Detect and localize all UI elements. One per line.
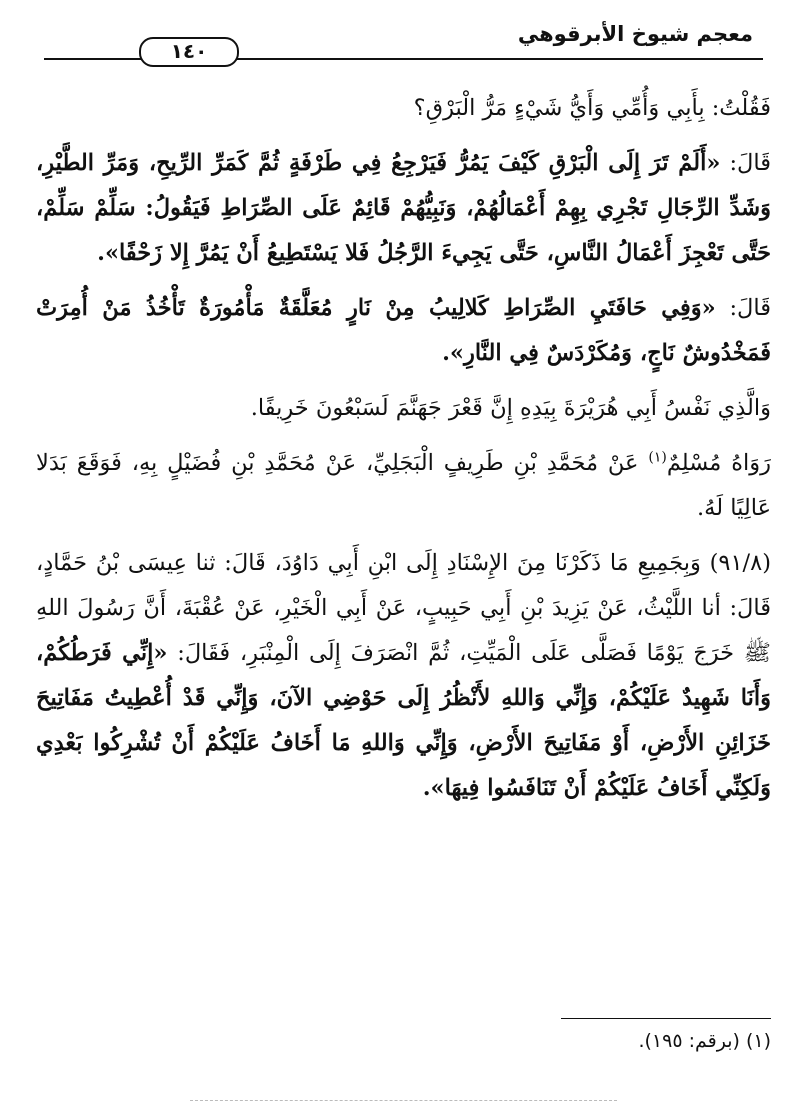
paragraph xyxy=(36,286,771,376)
hadith-quote: «وَفِي حَافَتَيِ الصِّرَاطِ كَلالِيبُ مِنْ نَارٍ مُعَلَّقَةٌ مَأْمُورَةٌ تَأْخُذُ مَنْ أُمِرَتْ فَمَخْدُوشٌ نَاجٍ، وَمُكَرْدَسٌ فِي النَّارِ». xyxy=(36,295,771,366)
paragraph xyxy=(36,141,771,276)
footnote-rule xyxy=(561,1018,771,1019)
running-title: معجم شيوخ الأبرقوهي xyxy=(517,22,753,46)
hadith-quote: «أَلَمْ تَرَ إِلَى الْبَرْقِ كَيْفَ يَمُرُّ فَيَرْجِعُ فِي طَرْفَةٍ ثُمَّ كَمَرِّ الرِّيحِ، وَمَرِّ الطَّيْرِ، وَشَدِّ الرِّجَالِ تَجْرِي بِهِمْ أَعْمَالُهُمْ، وَنَبِيُّهُمْ قَائِمٌ عَلَى الصِّرَاطِ فَيَقُولُ: سَلِّمْ سَلِّمْ، حَتَّى تَعْجِزَ أَعْمَالُ النَّاسِ، حَتَّى يَجِيءَ الرَّجُلُ فَلا يَسْتَطِيعُ أَنْ يَمُرَّ إِلا زَحْفًا». xyxy=(36,150,771,266)
paragraph xyxy=(36,386,771,431)
paragraph-text: عَنْ مُحَمَّدِ بْنِ طَرِيفٍ الْبَجَلِيِّ، عَنْ مُحَمَّدِ بْنِ فُضَيْلٍ بِهِ، فَوَقَعَ بَدَلا عَالِيًا لَهُ. xyxy=(36,450,771,521)
page-header xyxy=(44,20,763,63)
isnad-text: وَبِجَمِيعِ مَا ذَكَرْنَا مِنَ الإِسْنَادِ إِلَى ابْنِ أَبِي دَاوُدَ، قَالَ: ثنا عِيسَى بْنُ حَمَّادٍ، قَالَ: أنا اللَّيْثُ، عَنْ يَزِيدَ بْنِ أَبِي حَبِيبٍ، عَنْ أَبِي الْخَيْرِ، عَنْ عُقْبَةَ، أَنَّ رَسُولَ اللهِ ﷺ خَرَجَ يَوْمًا فَصَلَّى عَلَى الْمَيِّتِ، ثُمَّ انْصَرَفَ إِلَى الْمِنْبَرِ، فَقَالَ: xyxy=(36,550,771,666)
paragraph-text: رَوَاهُ مُسْلِمٌ xyxy=(666,450,771,476)
page-number: ١٤٠ xyxy=(139,37,239,67)
main-text xyxy=(36,86,771,811)
footnote-marker: (١) xyxy=(648,449,667,466)
footnote: (١) (برقم: ١٩٥). xyxy=(638,1030,771,1052)
speaker-label: قَالَ: xyxy=(720,150,771,176)
hadith-number: (٩١/٨) xyxy=(709,550,771,576)
paragraph xyxy=(36,541,771,811)
paragraph-text: وَالَّذِي نَفْسُ أَبِي هُرَيْرَةَ بِيَدِهِ إِنَّ قَعْرَ جَهَنَّمَ لَسَبْعُونَ خَرِيفًا. xyxy=(250,395,771,421)
hadith-quote: «إِنِّي فَرَطُكُمْ، وَأَنَا شَهِيدٌ عَلَيْكُمْ، وَإِنِّي وَاللهِ لأَنْظُرُ إِلَى حَوْضِي الآنَ، وَإِنِّي قَدْ أُعْطِيتُ مَفَاتِيحَ خَزَائِنِ الأَرْضِ، أَوْ مَفَاتِيحَ الأَرْضِ، وَإِنِّي وَاللهِ مَا أَخَافُ عَلَيْكُمْ أَنْ تُشْرِكُوا بَعْدِي وَلَكِنِّي أَخَافُ عَلَيْكُمْ أَنْ تَنَافَسُوا فِيهَا». xyxy=(36,640,771,801)
speaker-label: قَالَ: xyxy=(715,295,771,321)
paragraph-text: فَقُلْتُ: بِأَبِي وَأُمِّي وَأَيُّ شَيْءٍ مَرُّ الْبَرْقِ؟ xyxy=(413,95,771,121)
paragraph xyxy=(36,441,771,531)
paragraph xyxy=(36,86,771,131)
page-edge xyxy=(190,1100,617,1101)
